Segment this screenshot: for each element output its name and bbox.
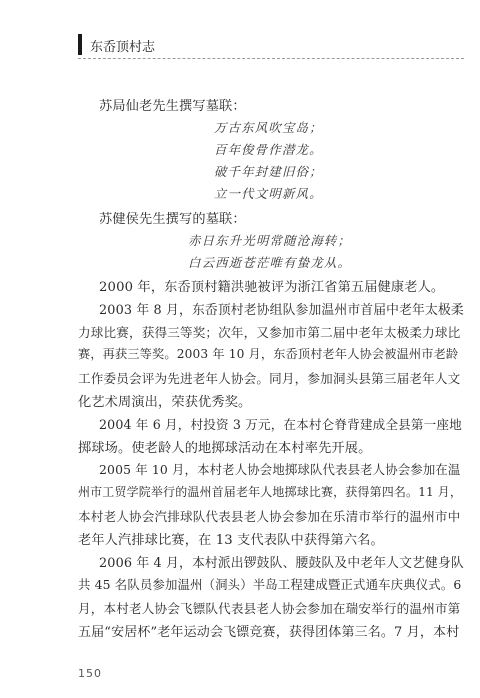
body-line: 赛，再获三等奖。2003 年 10 月，东岙顶村老年人协会被温州市老龄: [78, 347, 459, 361]
couplet-line: 立一代文明新风。: [214, 186, 323, 201]
body-line: 工作委员会评为先进老年人协会。同月，参加洞头县第三届老年人文: [78, 371, 461, 386]
body-line: 2005 年 10 月，本村老人协会地掷球队代表县老人协会参加在温: [99, 462, 461, 477]
heading-su-juxian: 苏局仙老先生撰写墓联：: [99, 99, 246, 114]
body-line: 五届“安居杯”老年运动会飞镖竞赛，获得团体第三名。7 月，本村: [78, 625, 460, 640]
heading-su-jianhou: 苏健侯先生撰写的墓联：: [99, 212, 246, 227]
body-line: 化艺术周演出，荣获优秀奖。: [78, 395, 252, 410]
couplet-line: 百年俊骨作潜龙。: [214, 142, 323, 157]
couplet-line: 万古东风吹宝岛；: [214, 120, 323, 135]
body-line: 2004 年 6 月，村投资 3 万元，在本村仑脊背建成全县第一座地: [99, 417, 462, 432]
running-header-title: 东岙顶村志: [90, 40, 156, 55]
body-line: 掷球场。使老龄人的地掷球活动在本村率先开展。: [78, 441, 372, 456]
couplet-line: 赤日东升光明常随沧海转；: [188, 233, 352, 248]
body-line: 月，本村老人协会飞镖队代表县老人协会参加在瑞安举行的温州市第: [78, 601, 461, 616]
body-line: 2006 年 4 月，本村派出锣鼓队、腰鼓队及中老年人文艺健身队: [99, 556, 464, 571]
body-line: 老年人汽排球比赛，在 13 支代表队中获得第六名。: [78, 533, 384, 548]
header-rule: [78, 58, 464, 59]
page-number: 150: [78, 667, 102, 680]
body-line: 力球比赛，获得三等奖；次年，又参加市第二届中老年太极柔力球比: [78, 325, 461, 340]
body-line: 2003 年 8 月，东岙顶村老协组队参加温州市首届中老年太极柔: [99, 303, 464, 318]
couplet-line: 破千年封建旧俗；: [214, 164, 323, 179]
body-line: 本村老人协会汽排球队代表县老人协会参加在乐清市举行的温州市中: [78, 509, 461, 524]
body-line: 州市工贸学院举行的温州首届老年人地掷球比赛，获得第四名。11 月，: [78, 485, 463, 499]
body-line: 2000 年，东岙顶村籍洪驰被评为浙江省第五届健康老人。: [99, 280, 445, 295]
couplet-line: 白云西逝苍茫唯有蛰龙从。: [188, 255, 352, 270]
body-line: 共 45 名队员参加温州（洞头）半岛工程建成暨正式通车庆典仪式。6: [78, 577, 462, 592]
header-bar: [78, 34, 82, 55]
